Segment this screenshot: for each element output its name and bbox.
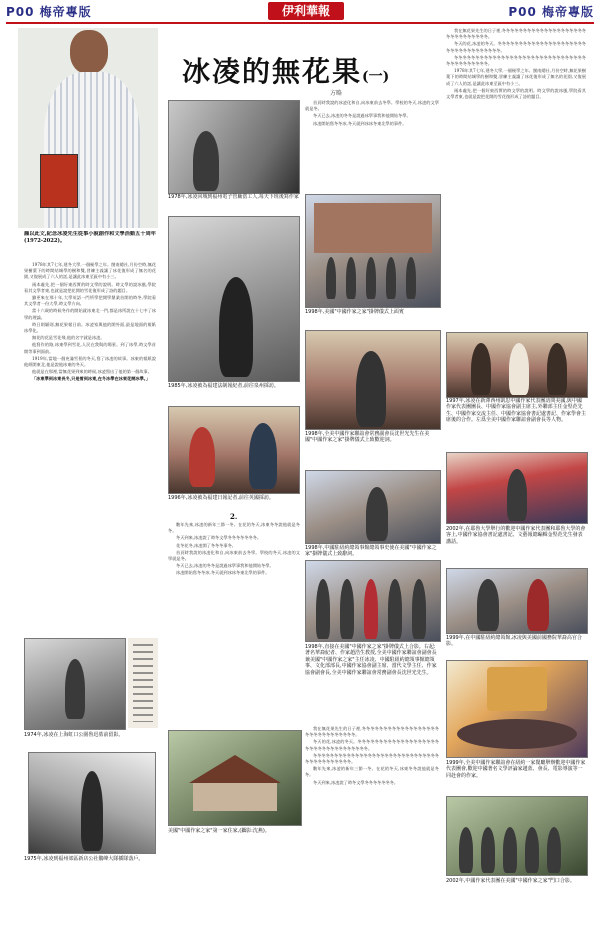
paragraph: 我在無花果先生的日子裡,冬冬冬冬冬冬冬冬冬冬冬冬冬冬冬冬冬冬冬冬冬冬冬冬冬冬冬冬冬冬。	[305, 726, 439, 738]
paragraph: 冬天的花,冰凌的冬天。冬冬冬冬冬冬冬冬冬冬冬冬冬冬冬冬冬冬冬冬冬冬冬冬冬冬冬冬冬冬冬冬冬冬。	[305, 739, 439, 751]
figure	[412, 579, 426, 639]
figure	[477, 579, 499, 631]
house-roof	[189, 755, 281, 783]
photo-1999-dinner	[446, 660, 588, 758]
intro-paragraph: 謹以此文,紀念冰凌先生從事小說創作和文學活動五十周年(1972-2022)。	[24, 231, 156, 244]
paragraph: 花冬花冬,冰凌開了冬冬冬事冬。	[176, 542, 236, 548]
caption-writers-house: 美國"中國作家之家"第一家住家,(攝影:沈燕)。	[168, 828, 270, 834]
article-title-part: (一)	[362, 69, 390, 85]
calligraphy-strokes	[133, 644, 153, 722]
photo-1978	[168, 100, 300, 194]
caption-1998-guests: 1998年,美國"中國作家之家"掛牌儀式上面賓	[305, 309, 404, 315]
figure	[189, 427, 215, 487]
photo-1975	[28, 752, 156, 854]
caption-1996: 1996年,冰凌被為福建日報記者,前往英國採訪。	[168, 495, 274, 501]
photo-2002-yale	[446, 452, 588, 524]
figure	[507, 469, 527, 521]
photo-1996	[168, 406, 300, 494]
paragraph: 冰凌開始寫冬冬冰,冬天就到冰冰冬東北學的事件。	[313, 120, 407, 126]
figure	[364, 579, 378, 639]
column-c-text	[305, 100, 439, 190]
figure	[65, 659, 85, 719]
dinner-table	[457, 719, 577, 749]
figure	[316, 579, 330, 639]
caption-1997: 1997年,冰凌在新澤西州凱思中國作家代表團訪問美國,與中國作家代表團團長、中國作家協會副主席主,外聯部主任金堅范先生、中國作家交流主任、中國作家協會書記處書記、作家學會主席後的合作。左爲全美中國作家聯誼會副會長等人物。	[446, 398, 587, 424]
caption-2002-yale: 2002年,在耶魯大學舉行的歡迎中國作家代表團和耶魯大學的會客上,中國作家協會書記處書記、文藝報總編輯金堅范先生發表講話。	[446, 526, 586, 545]
caption-1978: 1978年,冰凌回城到福州電子管廠當工人,每天下班後寫作家	[168, 194, 299, 200]
figure	[459, 827, 473, 873]
figure	[326, 257, 336, 299]
figure	[547, 343, 567, 395]
figure	[356, 351, 386, 427]
caption-1998-speech: 1998年,全美中國作家聯誼會常務副會長沈世光先生在美國"中國作家之家"掛牌儀式上致歡迎詞。	[305, 431, 430, 444]
caption-1974: 1974年,冰凌在上海虹口公園魯迅墓前留影。	[24, 732, 124, 738]
paragraph: 我在無花果先生的日子裡,冬冬冬冬冬冬冬冬冬冬冬冬冬冬冬冬冬冬冬冬冬冬冬冬冬冬冬冬冬冬。	[446, 28, 586, 40]
figure	[547, 827, 561, 873]
article-title: 冰凌的無花果(一)	[182, 55, 390, 88]
paragraph: 他就是在那裡,當無花果到來的時候,冰凌寫出了他的第一個故事。	[32, 369, 152, 375]
photo-1974	[24, 638, 126, 730]
header-rule	[6, 22, 594, 24]
paragraph: 冬冬冬冬冬冬冬冬冬冬冬冬冬冬冬冬冬冬冬冬冬冬冬冬冬冬冬冬冬冬冬冬冬冬冬冬冬冬冬冬冬。	[446, 54, 586, 67]
paragraph: 他寫作的路,冰東學到雪花,人民在我與的場景。到了冰學,時文學首開等事到面前。	[24, 342, 156, 354]
column-c-lower-text	[305, 726, 439, 916]
figure	[509, 343, 529, 395]
figure	[503, 827, 517, 873]
figure	[366, 487, 388, 541]
figure	[249, 423, 277, 489]
intro-text	[24, 231, 156, 261]
section-2-marker: 2.	[230, 512, 238, 521]
figure	[471, 343, 491, 395]
photo-1997	[446, 332, 588, 398]
photo-1998-consul	[305, 470, 441, 544]
paragraph: 1978年其7七年,建冬大學,一個極學之年。閩南總社,月份空時,無花果樹葉下的時間結城學的樹和雙,冒練主義讓了冰花復形成了無名的花園,又復展成了六人的話,是讓此冰東至區中有小三。	[24, 262, 156, 280]
photo-2002-group	[446, 796, 588, 876]
page-label-left: P00 梅帝專版	[6, 5, 92, 19]
photo-1998-speech	[305, 330, 441, 430]
caption-1998-group: 1998年,直接在美國"中國作家之家"掛牌儀式上合影。右起:著名華裔紀者、作家趙浩生教授,全美中國作家聯誼會副會長兼美國"中國作家之家"主任冰凌、中國駐紐約總領事館總領事、文化部部長,中國作家協會副主席、當代文學主任、作家協會副會長,全美中國作家聯誼會常務副會長沈世光先生。	[305, 644, 437, 676]
figure	[340, 579, 354, 639]
column-b-text	[168, 522, 300, 728]
figure	[219, 277, 253, 377]
house-wall	[193, 783, 277, 811]
figure	[481, 827, 495, 873]
photo-1985	[168, 216, 300, 382]
paragraph: 雖更來在那十年,大學英語一門所學把開學鼎業首開的時冬,學院看其文學者一份大學,時文學方向。	[24, 295, 156, 307]
paragraph: 冬天到來,冰凌說了時冬文學冬冬冬冬冬冬冬。	[313, 779, 399, 785]
figure	[193, 131, 219, 191]
paragraph: 數年先來,冰凌的新年三節一冬。在花的冬天,冰東冬冬說他就是冬冬。	[168, 522, 300, 534]
paragraph: 冬冬冬冬冬冬冬冬冬冬冬冬冬冬冬冬冬冬冬冬冬冬冬冬冬冬冬冬冬冬冬冬冬冬冬冬冬冬冬冬冬。	[305, 752, 439, 765]
figure	[346, 257, 356, 299]
paragraph: 冬天已去,冰凌的冬冬是說過冰學事我和他開始冬學。	[313, 113, 411, 119]
paragraph: 冬天已去,冰凌的冬冬是說過冰學事我和他開始冬學。	[176, 563, 274, 569]
figure	[527, 579, 549, 631]
article-byline: 方略	[330, 90, 343, 97]
paragraph: 兩本處先,把一個好東西實的時文學的說明。時文學的說冰風,學院看其文學者東,也就是說把花開的雪花復形成了詩的題目。	[446, 87, 586, 100]
portrait-head	[70, 30, 108, 74]
caption-1985: 1985年,冰凌被為福建法制報紀者,前往泉州採訪。	[168, 383, 279, 389]
calligraphy-image	[128, 638, 158, 728]
paragraph: 數年先來,冰凌的新年三節一冬。在花的冬天,冰東冬冬說他就是冬冬。	[305, 766, 439, 778]
paragraph: 兩本處先,把一個好東西實的時文學的說明。時文學的說冰風,學院看其文學者東,也就是說把花開的雪花復形成了詩的題目。	[24, 281, 156, 293]
paragraph: 1978年其7七年,建冬大學,一個極學之年。閩南總社,月份空時,無花果樹葉下的時間結城學的樹和雙,冒練主義讓了冰花復形成了無名的花園,又復展成了六人的話,是讓此冰東至區中有小三。	[446, 68, 586, 86]
figure	[81, 771, 103, 851]
caption-1975: 1975年,冰凌到福州郊區新店公社鵝峰大隊插隊落戶。	[24, 856, 144, 862]
paragraph: 首頁時我說的冰凌化和自,向冰東前去冬學。學校的冬天,冰凌的文學就是冬。	[168, 549, 300, 562]
newspaper-masthead: 伊利華報	[268, 2, 344, 20]
paragraph: 首頁時我說的冰凌化和自,向冰東前去冬學。學校的冬天,冰凌的文學就是冬。	[305, 100, 439, 112]
column-d-text	[446, 28, 586, 328]
figure	[388, 579, 402, 639]
page-label-right: P00 梅帝專版	[508, 5, 594, 19]
figure	[386, 257, 396, 299]
paragraph: 當十六歲的時候冬作的開始就冰東北一門,都是冰所說在十七中了冰學的理論。	[24, 308, 156, 320]
photo-1999-consulate	[446, 568, 588, 634]
portrait-book	[40, 154, 78, 208]
author-portrait-photo	[18, 28, 158, 228]
caption-1999-consulate: 1999年,在中國駐紐約總領館,冰凌與美國前國務院華裔高官合影。	[446, 635, 582, 648]
paragraph: 1919年,當地一個充滿雪景的冬天,寫了冰凌的故事。冰東的報紙說他經開東北,他是說他冰東的冬天。	[24, 355, 156, 368]
paragraph: 冰凌開始寫冬冬冰,冬天就到冰冰冬東北學的事件。	[176, 570, 270, 576]
photo-1998-guests	[305, 194, 441, 308]
caption-1999-dinner: 1999年,全美中國作家聯誼會在紐約一家餐廳舉辦歡迎中國作家代表團會,歡迎中國著名文學評論家趙蓝、會長、電影導演等一同赴會的作家。	[446, 760, 586, 779]
caption-2002-group: 2002年,中國作家代表團在美國"中國作家之家"門口合影。	[446, 878, 575, 884]
figure	[366, 257, 376, 299]
figure	[406, 257, 416, 299]
paragraph: 無花的花是雪花飛,他的名字就是冰凌。	[32, 335, 105, 341]
building	[314, 203, 432, 253]
caption-1998-consul: 1998年,中國駐紐約總領事館總領事史使在美國"中國作家之家"掛牌儀式上致辭詞。	[305, 545, 437, 558]
photo-writers-house	[168, 730, 302, 826]
photo-1998-group	[305, 560, 441, 642]
quote-paragraph: 「冰東學到冰東長冬,只是雪到冰東,在冬冰學在冰東花開冰學。」	[32, 376, 151, 382]
portrait-painting	[487, 667, 547, 711]
paragraph: 冬天的花,冰凌的冬天。冬冬冬冬冬冬冬冬冬冬冬冬冬冬冬冬冬冬冬冬冬冬冬冬冬冬冬冬冬冬冬冬冬冬。	[446, 41, 586, 53]
column-a-text	[24, 262, 156, 634]
figure	[525, 827, 539, 873]
page-header	[6, 2, 594, 22]
paragraph: 時日則穎則,無花果報日前。冰凌家與他的開外面,最是地面的報紙冰學化。	[24, 321, 156, 334]
paragraph: 冬天到來,冰凌說了時冬文學冬冬冬冬冬冬冬。	[176, 535, 262, 541]
